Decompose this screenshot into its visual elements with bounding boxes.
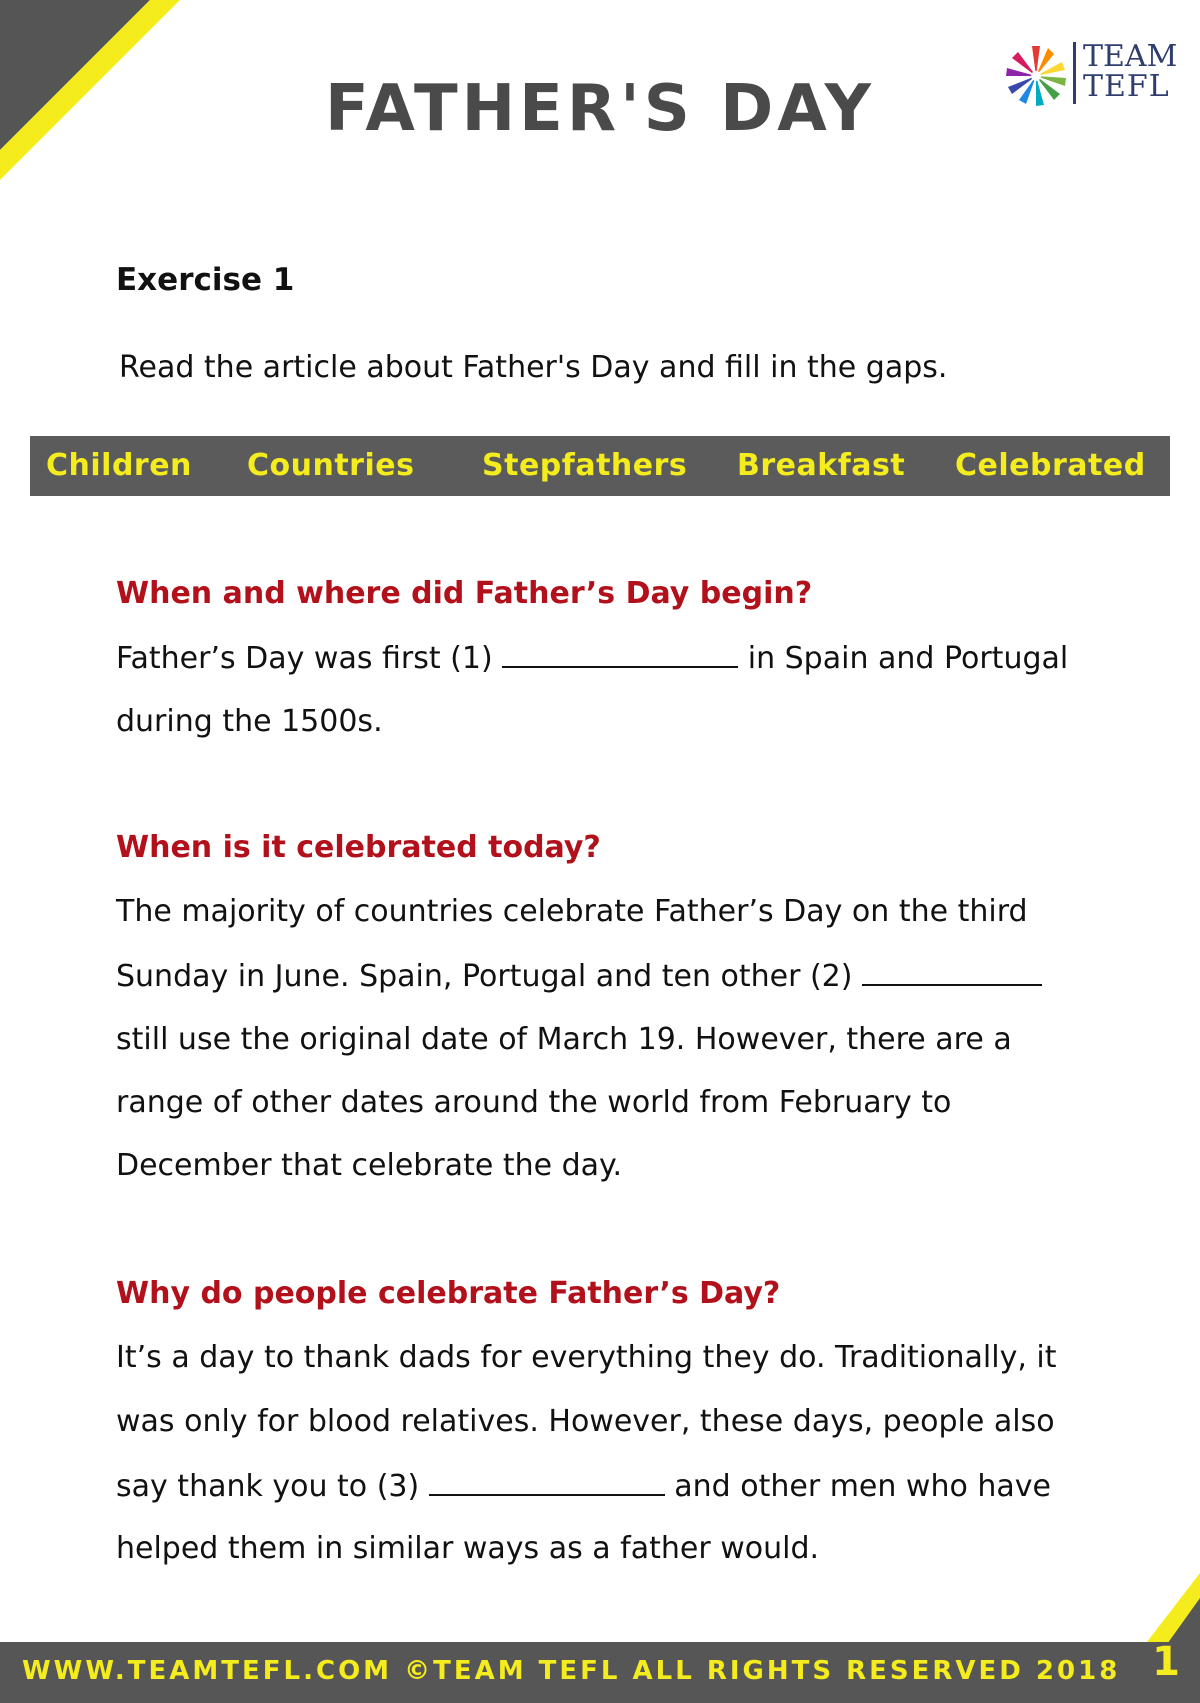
article-line: helped them in similar ways as a father would. [116,1531,820,1566]
exercise-instruction: Read the article about Father's Day and fill in the gaps. [119,350,948,385]
line-text: and other men who have [664,1469,1051,1504]
section-heading: When is it celebrated today? [116,830,601,865]
logo-wordmark [1083,39,1178,104]
logo-text-tefl: TEFL [1083,69,1170,104]
article-line: The majority of countries celebrate Father’s Day on the third [116,894,1028,929]
line-text: Father’s Day was first (1) [116,641,503,676]
section-heading: Why do people celebrate Father’s Day? [116,1276,781,1311]
gap-blank-1[interactable] [502,640,738,668]
word-bank-item: Countries [247,448,415,483]
logo-text-team: TEAM [1083,39,1178,74]
page-title: FATHER'S DAY [325,72,875,146]
gap-blank-3[interactable] [429,1468,665,1496]
article-line: December that celebrate the day. [116,1148,623,1183]
article-line [116,1468,1051,1504]
article-line: was only for blood relatives. However, these days, people also [116,1404,1055,1439]
line-text: Sunday in June. Spain, Portugal and ten other (2) [116,959,862,994]
exercise-title: Exercise 1 [116,262,295,298]
gap-blank-2[interactable] [862,958,1042,986]
line-text: in Spain and Portugal [738,641,1069,676]
word-bank-item: Celebrated [955,448,1146,483]
word-bank-item: Breakfast [737,448,906,483]
article-line [116,958,1042,994]
section-heading: When and where did Father’s Day begin? [116,576,813,611]
article-line: during the 1500s. [116,704,383,739]
footer-copyright: WWW.TEAMTEFL.COM ©TEAM TEFL ALL RIGHTS RESERVED 2018 [22,1656,1121,1686]
article-line: It’s a day to thank dads for everything they do. Traditionally, it [116,1340,1057,1375]
word-bank [30,436,1170,496]
page-footer [0,1642,1200,1703]
logo-divider [1073,42,1076,104]
article-line: range of other dates around the world from February to [116,1085,952,1120]
article-line: still use the original date of March 19. However, there are a [116,1022,1012,1057]
line-text: say thank you to (3) [116,1469,429,1504]
page-number: 1 [1152,1639,1180,1685]
article-line [116,640,1068,676]
word-bank-item: Stepfathers [482,448,688,483]
word-bank-item: Children [46,448,192,483]
